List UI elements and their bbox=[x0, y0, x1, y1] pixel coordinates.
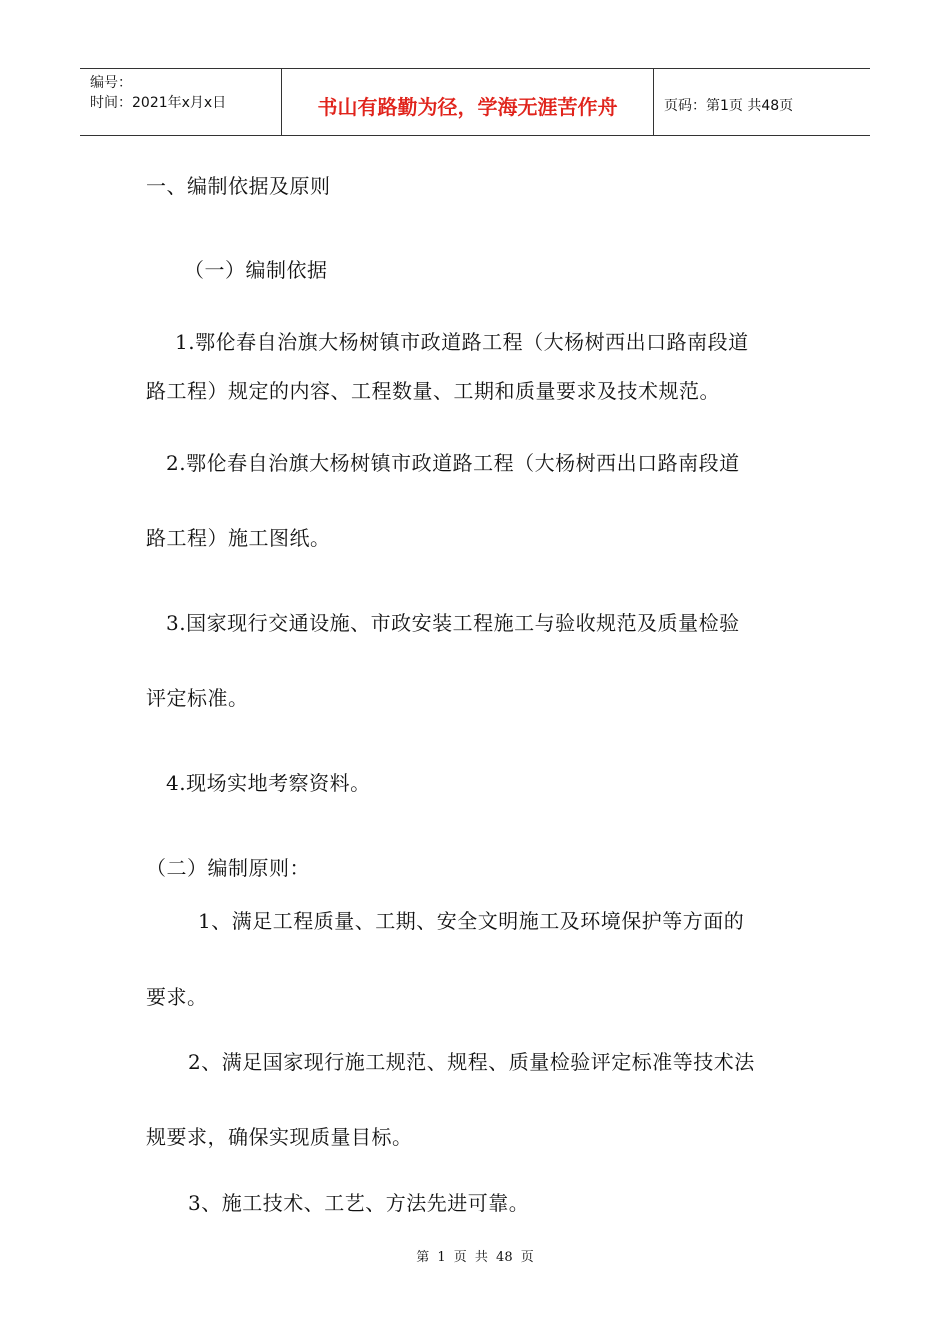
basis-item-2-line-2: 路工程）施工图纸。 bbox=[146, 526, 331, 550]
section-title: 一、编制依据及原则 bbox=[146, 174, 331, 198]
basis-item-1-line-2: 路工程）规定的内容、工程数量、工期和质量要求及技术规范。 bbox=[146, 379, 720, 403]
principle-1-line-2: 要求。 bbox=[146, 985, 208, 1009]
basis-item-1-line-1: 1.鄂伦春自治旗大杨树镇市政道路工程（大杨树西出口路南段道 bbox=[175, 330, 749, 354]
subsection-title-basis: （一）编制依据 bbox=[184, 258, 328, 282]
subsection-title-principles: （二）编制原则： bbox=[146, 856, 310, 880]
header-page-info: 页码：第1页 共48页 bbox=[664, 98, 794, 114]
basis-item-4: 4.现场实地考察资料。 bbox=[166, 771, 371, 795]
basis-item-2-line-1: 2.鄂伦春自治旗大杨树镇市政道路工程（大杨树西出口路南段道 bbox=[166, 451, 740, 475]
document-header bbox=[80, 68, 870, 136]
principle-2-line-2: 规要求，确保实现质量目标。 bbox=[146, 1125, 413, 1149]
header-number-label: 编号： bbox=[90, 75, 132, 91]
principle-2-line-1: 2、满足国家现行施工规范、规程、质量检验评定标准等技术法 bbox=[188, 1050, 755, 1074]
page-footer: 第 1 页 共 48 页 bbox=[416, 1250, 534, 1265]
header-meta bbox=[80, 69, 282, 135]
principle-3-line-1: 3、施工技术、工艺、方法先进可靠。 bbox=[188, 1191, 530, 1215]
principle-1-line-1: 1、满足工程质量、工期、安全文明施工及环境保护等方面的 bbox=[198, 909, 745, 933]
basis-item-3-line-1: 3.国家现行交通设施、市政安装工程施工与验收规范及质量检验 bbox=[166, 611, 740, 635]
header-time-label: 时间：2021年x月x日 bbox=[90, 95, 227, 111]
basis-item-3-line-2: 评定标准。 bbox=[146, 686, 249, 710]
header-motto: 书山有路勤为径，学海无涯苦作舟 bbox=[282, 69, 654, 135]
